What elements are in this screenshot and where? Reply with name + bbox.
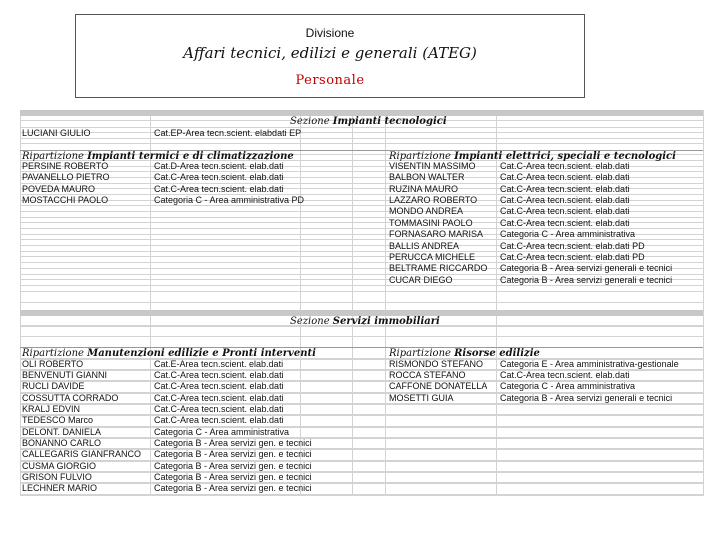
- employee-name: CUSMA GIORGIO: [22, 460, 97, 471]
- section-name: Manutenzioni edilizie e Pronti interventi: [87, 348, 316, 360]
- section-name: Impianti tecnologici: [332, 116, 447, 128]
- employee-name: TOMMASINI PAOLO: [389, 217, 473, 228]
- employee-role: Cat.D-Area tecn.scient. elab.dati: [154, 161, 284, 172]
- employee-name: PAVANELLO PIETRO: [22, 172, 110, 183]
- table-row: [20, 427, 703, 438]
- grid-row: [20, 326, 703, 337]
- employee-role: Cat.C-Area tecn.scient. elab.dati: [500, 195, 630, 206]
- table-row: [20, 195, 703, 206]
- employee-name: MONDO ANDREA: [389, 206, 464, 217]
- grid-column-line: [703, 110, 704, 496]
- employee-name: ROCCA STEFANO: [389, 369, 466, 380]
- ripartizione-termici-title: [22, 151, 294, 162]
- employee-role: Categoria B - Area servizi generali e tecnici: [500, 263, 673, 274]
- table-row: [20, 275, 703, 286]
- employee-name: CAFFONE DONATELLA: [389, 381, 488, 392]
- employee-role: Categoria B - Area servizi gen. e tecnici: [154, 460, 312, 471]
- table-row: [20, 218, 703, 229]
- employee-name: DELONT. DANIELA: [22, 426, 102, 437]
- section-name: Impianti termici e di climatizzazione: [87, 150, 294, 162]
- employee-role: Categoria C - Area amministrativa: [500, 229, 636, 240]
- employee-role: Cat.C-Area tecn.scient. elab.dati: [154, 403, 284, 414]
- employee-role: Cat.C-Area tecn.scient. elab.dati: [154, 183, 284, 194]
- table-row: [20, 172, 703, 183]
- employee-role: Categoria E - Area amministrativa-gestionale: [500, 358, 679, 369]
- section-header-row: [20, 116, 703, 127]
- ripartizione-risorse-title: [389, 348, 540, 359]
- employee-role: Categoria B - Area servizi gen. e tecnici: [154, 483, 312, 494]
- employee-name: PERUCCA MICHELE: [389, 251, 476, 262]
- table-row: [20, 128, 703, 139]
- employee-name: MOSETTI GUIA: [389, 392, 454, 403]
- division-name: Affari tecnici, edilizi e generali (ATEG): [183, 44, 477, 62]
- employee-name: FORNASARO MARISA: [389, 229, 484, 240]
- employee-role: Cat.E-Area tecn.scient. elab.dati: [154, 358, 284, 369]
- employee-name: RISMONDO STEFANO: [389, 358, 484, 369]
- grid-row: [20, 292, 703, 303]
- employee-role: Cat.C-Area tecn.scient. elab.dati PD: [500, 240, 645, 251]
- employee-name: BALLIS ANDREA: [389, 240, 460, 251]
- employee-name: BENVENUTI GIANNI: [22, 369, 108, 380]
- employee-name: KRALJ EDVIN: [22, 403, 81, 414]
- division-label: Divisione: [305, 26, 355, 40]
- employee-role: Categoria B - Area servizi gen. e tecnici: [154, 472, 312, 483]
- table-row: [20, 161, 703, 172]
- employee-name: CUCAR DIEGO: [389, 274, 453, 285]
- employee-role: Cat.C-Area tecn.scient. elab.dati: [154, 415, 284, 426]
- employee-role: Categoria C - Area amministrativa PD: [154, 195, 305, 206]
- table-row: [20, 381, 703, 392]
- table-row: [20, 415, 703, 426]
- employee-name: VISENTIN MASSIMO: [389, 161, 476, 172]
- table-row: [20, 472, 703, 483]
- employee-role: Categoria B - Area servizi generali e tecnici: [500, 392, 673, 403]
- employee-role: Cat.C-Area tecn.scient. elab.dati: [154, 172, 284, 183]
- employee-role: Cat.C-Area tecn.scient. elab.dati: [500, 217, 630, 228]
- table-row: [20, 483, 703, 494]
- employee-role: Cat.C-Area tecn.scient. elab.dati PD: [500, 251, 645, 262]
- ripartizione-header-row: [20, 150, 703, 161]
- table-row: [20, 206, 703, 217]
- table-row: [20, 461, 703, 472]
- section-impianti-title: [290, 116, 447, 127]
- employee-role: Cat.C-Area tecn.scient. elab.dati: [500, 161, 630, 172]
- employee-role: Cat.C-Area tecn.scient. elab.dati: [154, 392, 284, 403]
- personnel-heading: Personale: [295, 73, 365, 88]
- employee-name: BALBON WALTER: [389, 172, 465, 183]
- employee-name: BONANNO CARLO: [22, 438, 102, 448]
- section-prefix: Ripartizione: [389, 348, 455, 360]
- employee-name: RUCLI DAVIDE: [22, 381, 85, 392]
- employee-role: Categoria B - Area servizi gen. e tecnici: [154, 449, 312, 460]
- table-row: [20, 263, 703, 274]
- employee-role: Categoria C - Area amministrativa: [154, 426, 290, 437]
- employee-name: PERSINE ROBERTO: [22, 161, 109, 172]
- employee-name: LAZZARO ROBERTO: [389, 195, 478, 206]
- ripartizione-elettrici-title: [389, 151, 676, 162]
- employee-role: Categoria B - Area servizi generali e tecnici: [500, 274, 673, 285]
- employee-name: LUCIANI GIULIO: [22, 127, 91, 138]
- table-row: [20, 252, 703, 263]
- table-row: [20, 359, 703, 370]
- employee-name: CALLEGARIS GIANFRANCO: [22, 449, 142, 460]
- section-servizi-title: [290, 316, 440, 327]
- employee-role: Cat.C-Area tecn.scient. elab.dati: [154, 381, 284, 392]
- section-prefix: Ripartizione: [22, 150, 88, 162]
- table-row: [20, 438, 703, 449]
- employee-name: COSSUTTA CORRADO: [22, 392, 119, 403]
- ripartizione-header-row: [20, 347, 703, 358]
- employee-name: LECHNER MARIO: [22, 483, 98, 494]
- employee-role: Cat.C-Area tecn.scient. elab.dati: [154, 369, 284, 380]
- employee-name: BELTRAME RICCARDO: [389, 263, 488, 274]
- employee-role: Categoria C - Area amministrativa: [500, 381, 636, 392]
- employee-role: Categoria B - Area servizi gen. e tecnici: [154, 438, 312, 448]
- employee-name: POVEDA MAURO: [22, 183, 96, 194]
- title-box: [75, 14, 585, 98]
- section-header-row: [20, 316, 703, 327]
- section-prefix: Sezione: [290, 316, 333, 327]
- section-name: Servizi immobiliari: [332, 316, 440, 327]
- table-row: [20, 184, 703, 195]
- employee-name: RUZINA MAURO: [389, 183, 459, 194]
- table-row: [20, 241, 703, 252]
- employee-role: Cat.C-Area tecn.scient. elab.dati: [500, 206, 630, 217]
- table-row: [20, 404, 703, 415]
- employee-name: GRISON FULVIO: [22, 472, 92, 483]
- section-name: Impianti elettrici, speciali e tecnologici: [454, 150, 676, 162]
- employee-role: Cat.C-Area tecn.scient. elab.dati: [500, 172, 630, 183]
- section-prefix: Ripartizione: [389, 150, 455, 162]
- table-row: [20, 393, 703, 404]
- employee-name: OLI ROBERTO: [22, 358, 84, 369]
- section-prefix: Sezione: [290, 116, 333, 128]
- section-prefix: Ripartizione: [22, 348, 88, 360]
- employee-name: MOSTACCHI PAOLO: [22, 195, 109, 206]
- employee-role: Cat.C-Area tecn.scient. elab.dati: [500, 183, 630, 194]
- section-name: Risorse edilizie: [454, 348, 540, 360]
- employee-name: TEDESCO Marco: [22, 415, 94, 426]
- table-row: [20, 370, 703, 381]
- ripartizione-manutenzioni-title: [22, 348, 316, 359]
- table-row: [20, 449, 703, 460]
- employee-role: Cat.EP-Area tecn.scient. elabdati EP: [154, 127, 302, 138]
- employee-role: Cat.C-Area tecn.scient. elab.dati: [500, 369, 630, 380]
- table-row: [20, 229, 703, 240]
